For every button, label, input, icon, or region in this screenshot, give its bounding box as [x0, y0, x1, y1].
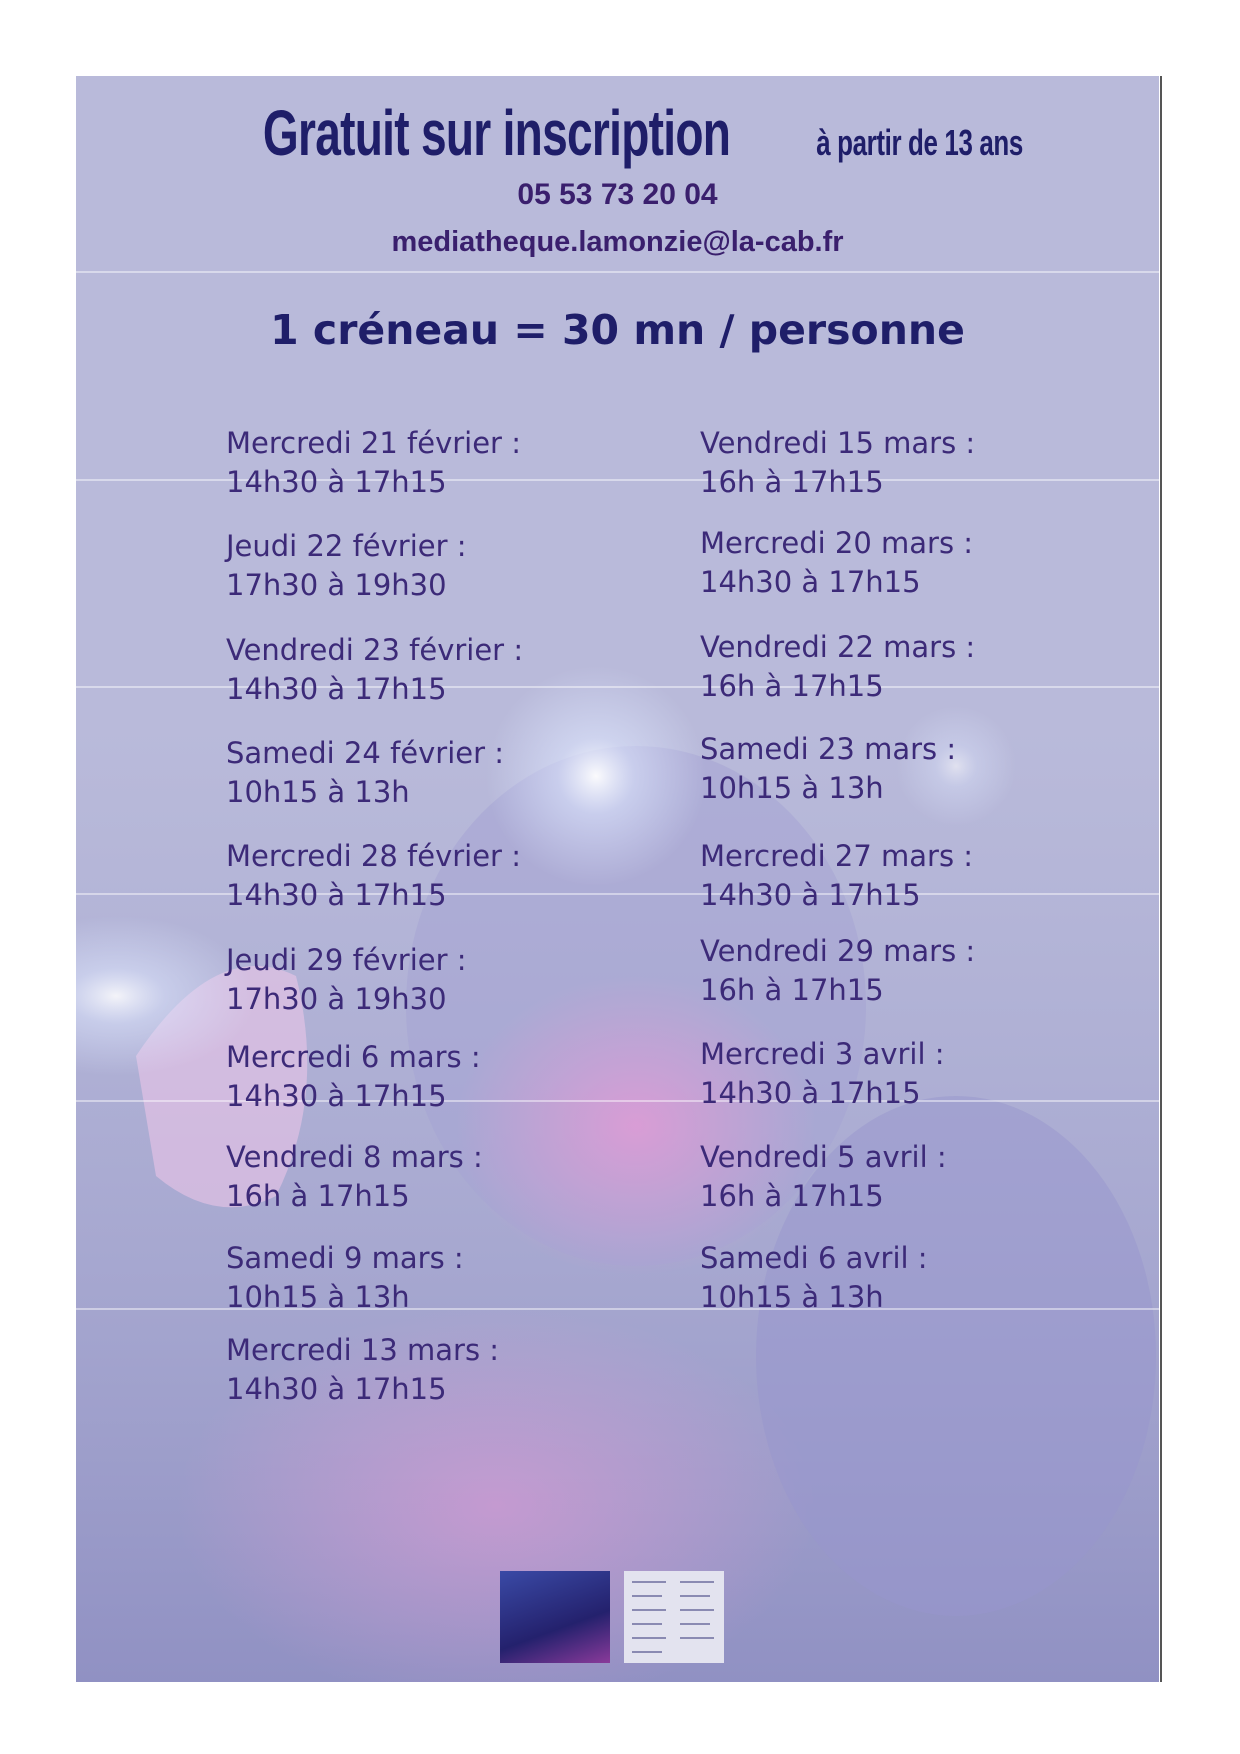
email-address: mediatheque.lamonzie@la-cab.fr — [391, 226, 844, 258]
schedule-day: Jeudi 29 février : — [226, 943, 467, 977]
schedule-day: Samedi 9 mars : — [226, 1241, 464, 1275]
schedule-entry — [700, 524, 973, 602]
schedule-time: 14h30 à 17h15 — [700, 565, 921, 599]
schedule-entry — [226, 1038, 481, 1116]
schedule-entry — [226, 734, 504, 812]
schedule-entry — [700, 837, 973, 915]
schedule-day: Vendredi 15 mars : — [700, 426, 976, 460]
schedule-time: 14h30 à 17h15 — [700, 878, 921, 912]
schedule-time: 17h30 à 19h30 — [226, 568, 447, 602]
schedule-day: Vendredi 29 mars : — [700, 934, 976, 968]
schedule-entry — [700, 932, 975, 1010]
slot-duration: 1 créneau = 30 mn / personne — [270, 306, 965, 354]
schedule-time: 16h à 17h15 — [700, 465, 884, 499]
schedule-entry — [700, 424, 975, 502]
schedule-day: Mercredi 6 mars : — [226, 1040, 481, 1074]
schedule-day: Mercredi 3 avril : — [700, 1037, 945, 1071]
schedule-day: Samedi 24 février : — [226, 736, 505, 770]
schedule-entry — [700, 1035, 945, 1113]
phone-number: 05 53 73 20 04 — [517, 178, 718, 211]
schedule-time: 17h30 à 19h30 — [226, 982, 447, 1016]
schedule-day: Mercredi 28 février : — [226, 839, 521, 873]
schedule-time: 14h30 à 17h15 — [700, 1076, 921, 1110]
schedule-day: Samedi 23 mars : — [700, 732, 957, 766]
schedule-time: 14h30 à 17h15 — [226, 878, 447, 912]
schedule-day: Vendredi 23 février : — [226, 633, 524, 667]
schedule-entry — [226, 631, 523, 709]
schedule-day: Jeudi 22 février : — [226, 529, 467, 563]
schedule-entry — [700, 730, 956, 808]
schedule-time: 16h à 17h15 — [700, 669, 884, 703]
schedule-entry — [226, 1331, 499, 1409]
page-edge-line — [1160, 76, 1162, 1682]
schedule-time: 10h15 à 13h — [226, 775, 410, 809]
schedule-day: Samedi 6 avril : — [700, 1241, 928, 1275]
schedule-entry — [700, 1239, 928, 1317]
schedule-day: Vendredi 5 avril : — [700, 1140, 947, 1174]
schedule-entry — [700, 628, 975, 706]
page-thumbnails — [500, 1571, 730, 1663]
poster — [76, 76, 1159, 1682]
schedule-thumbnail — [624, 1571, 724, 1663]
schedule-entry — [226, 941, 467, 1019]
schedule-day: Vendredi 8 mars : — [226, 1140, 483, 1174]
schedule-day: Mercredi 27 mars : — [700, 839, 974, 873]
schedule-entry — [226, 1138, 483, 1216]
schedule-entry — [226, 527, 467, 605]
poster-thumbnail — [500, 1571, 610, 1663]
schedule-time: 14h30 à 17h15 — [226, 1372, 447, 1406]
schedule-time: 16h à 17h15 — [700, 973, 884, 1007]
schedule-entry — [226, 837, 521, 915]
age-requirement: à partir de 13 ans — [816, 122, 1023, 163]
schedule-time: 16h à 17h15 — [226, 1179, 410, 1213]
schedule-time: 14h30 à 17h15 — [226, 672, 447, 706]
page-title-row — [76, 96, 1159, 170]
schedule-time: 14h30 à 17h15 — [226, 1079, 447, 1113]
schedule-time: 10h15 à 13h — [700, 771, 884, 805]
schedule-day: Mercredi 13 mars : — [226, 1333, 500, 1367]
schedule-day: Vendredi 22 mars : — [700, 630, 976, 664]
schedule-entry — [226, 1239, 464, 1317]
schedule-entry — [700, 1138, 947, 1216]
schedule-time: 10h15 à 13h — [700, 1280, 884, 1314]
schedule-day: Mercredi 20 mars : — [700, 526, 974, 560]
schedule-entry — [226, 424, 521, 502]
page-title: Gratuit sur inscription — [262, 97, 731, 169]
schedule-time: 16h à 17h15 — [700, 1179, 884, 1213]
divider-line — [76, 271, 1159, 273]
schedule-time: 10h15 à 13h — [226, 1280, 410, 1314]
schedule-day: Mercredi 21 février : — [226, 426, 521, 460]
schedule-time: 14h30 à 17h15 — [226, 465, 447, 499]
